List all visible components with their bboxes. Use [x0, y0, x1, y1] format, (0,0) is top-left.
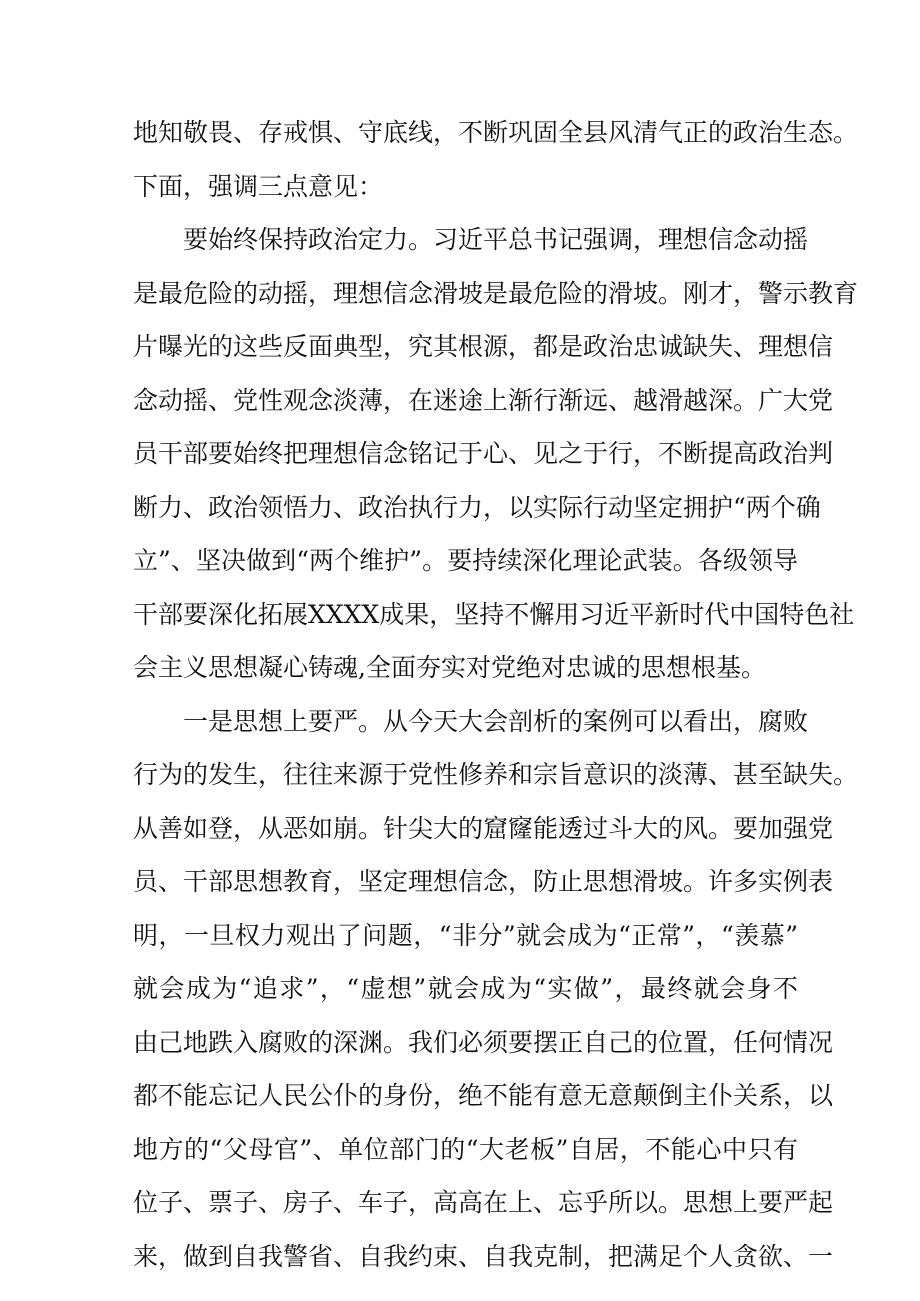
text-line: 断力、政治领悟力、政治执行力，以实际行动坚定拥护“两个确: [133, 492, 821, 522]
text-line: 要始终保持政治定力。习近平总书记强调，理想信念动摇: [183, 225, 809, 254]
text-line: 就会成为“追求”，“虚想”就会成为“实做”，最终就会身不: [133, 974, 798, 1003]
text-line: 立”、坚决做到“两个维护”。要持续深化理论武装。各级领导: [133, 546, 798, 575]
text-line: 片曝光的这些反面典型，究其根源，都是政治忠诚缺失、理想信: [133, 332, 834, 361]
text-line: 一是思想上要严。从今天大会剖析的案例可以看出，腐败: [183, 706, 809, 736]
text-line: 来，做到自我警省、自我约束、自我克制，把满足个人贪欲、一: [133, 1241, 834, 1271]
text-line: 位子、票子、房子、车子，高高在上、忘乎所以。思想上要严起: [133, 1188, 834, 1217]
text-line: 由己地跌入腐败的深渊。我们必须要摆正自己的位置，任何情况: [133, 1027, 834, 1057]
text-line: 员干部要始终把理想信念铭记于心、见之于行，不断提高政治判: [133, 439, 834, 468]
text-line: 地知敬畏、存戒惧、守底线，不断巩固全县风清气正的政治生态。: [133, 118, 859, 147]
text-line: 下面，强调三点意见：: [133, 171, 384, 201]
text-line: 念动摇、党性观念淡薄，在迷途上渐行渐远、越滑越深。广大党: [133, 385, 834, 415]
paragraph-political-stance: [133, 213, 859, 695]
text-line: 员、干部思想教育，坚定理想信念，防止思想滑坡。许多实例表: [133, 867, 834, 896]
paragraph-strict-thinking: [133, 695, 859, 1284]
text-line: 明，一旦权力观出了问题，“非分”就会成为“正常”，“羡慕”: [133, 920, 798, 950]
document-body: [133, 106, 859, 1283]
text-line: 会主义思想凝心铸魂,全面夯实对党绝对忠诚的思想根基。: [133, 653, 766, 682]
text-line: 干部要深化拓展XXXX成果，坚持不懈用习近平新时代中国特色社: [133, 599, 855, 629]
text-line: 地方的“父母官”、单位部门的“大老板”自居，不能心中只有: [133, 1134, 798, 1164]
paragraph-intro-continuation: [133, 106, 859, 213]
text-line: 是最危险的动摇，理想信念滑坡是最危险的滑坡。刚才，警示教育: [133, 278, 859, 308]
text-line: 从善如登，从恶如崩。针尖大的窟窿能透过斗大的风。要加强党: [133, 813, 834, 843]
text-line: 行为的发生，往往来源于党性修养和宗旨意识的淡薄、甚至缺失。: [133, 760, 859, 789]
text-line: 都不能忘记人民公仆的身份，绝不能有意无意颠倒主仆关系，以: [133, 1081, 834, 1110]
